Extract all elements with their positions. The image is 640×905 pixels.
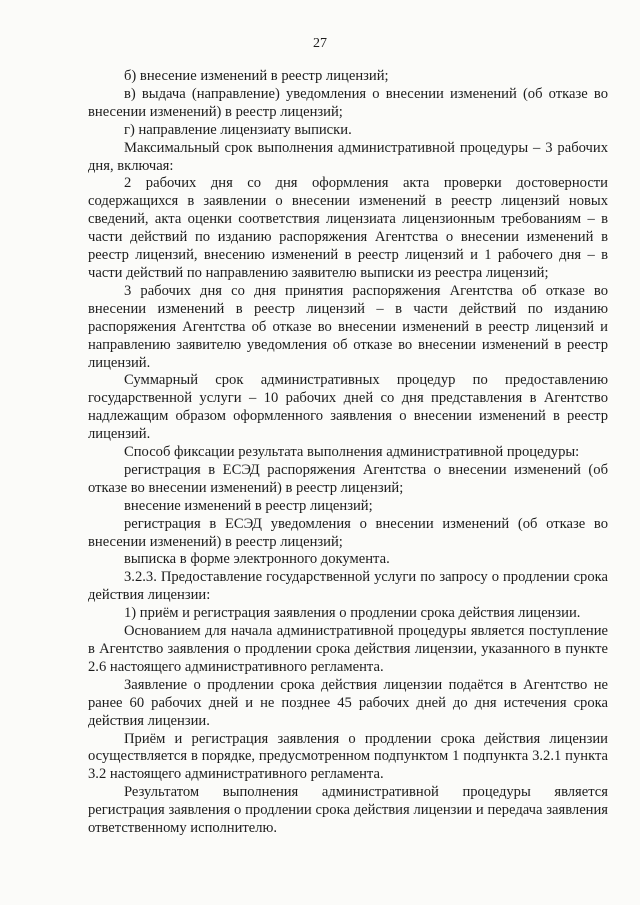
paragraph: Способ фиксации результата выполнения административной процедуры:: [124, 444, 580, 461]
paragraph: Суммарный срок административных процедур по предоставлению государственной услуги – 10 рабочих дней со дня представления в Агентство надлежащим образом оформленного заявления о внесении изменений в реестр лицензий.: [88, 372, 608, 443]
paragraph: 3 рабочих дня со дня принятия распоряжения Агентства об отказе во внесении изменений в реестр лицензий – в части действий по изданию распоряжения Агентства об отказе во внесении изменений в реестр лицензий и направлению заявителю уведомления об отказе во внесении изменений в реестр лицензий.: [88, 282, 608, 371]
document-body: [88, 68, 608, 838]
paragraph: 2 рабочих дня со дня оформления акта проверки достоверности содержащихся в заявлении о внесении изменений в реестр лицензий новых сведений, акта оценки соответствия лицензиата лицензионным требованиям – в части действий по изданию распоряжения Агентства о внесении изменений в реестр лицензий, внесению изменений в реестр лицензий и 1 рабочего дня – в части действий по направлению заявителю выписки из реестра лицензий;: [88, 175, 608, 281]
page-number: 27: [313, 36, 327, 51]
paragraph: регистрация в ЕСЭД уведомления о внесении изменений (об отказе во внесении изменений) в реестр лицензий;: [88, 515, 608, 550]
paragraph: б) внесение изменений в реестр лицензий;: [124, 68, 389, 84]
paragraph: Заявление о продлении срока действия лицензии подаётся в Агентство не ранее 60 рабочих дней и не позднее 45 рабочих дней до дня истечения срока действия лицензии.: [88, 676, 608, 729]
paragraph: Максимальный срок выполнения административной процедуры – 3 рабочих дня, включая:: [88, 139, 608, 174]
paragraph: Основанием для начала административной процедуры является поступление в Агентство заявления о продлении срока действия лицензии, указанного в пункте 2.6 настоящего административного регламента.: [88, 623, 608, 675]
paragraph: внесение изменений в реестр лицензий;: [124, 497, 373, 514]
paragraph: 3.2.3. Предоставление государственной услуги по запросу о продлении срока действия лицензии:: [88, 569, 608, 604]
paragraph: 1) приём и регистрация заявления о продлении срока действия лицензии.: [124, 605, 581, 622]
paragraph: выписка в форме электронного документа.: [124, 551, 390, 568]
paragraph: Результатом выполнения административной процедуры является регистрация заявления о продлении срока действия лицензии и передача заявления ответственному исполнителю.: [88, 784, 608, 837]
paragraph: г) направление лицензиату выписки.: [124, 121, 352, 138]
paragraph: Приём и регистрация заявления о продлении срока действия лицензии осуществляется в порядке, предусмотренном подпунктом 1 подпункта 3.2.1 пункта 3.2 настоящего административного регламента.: [88, 730, 608, 783]
paragraph: в) выдача (направление) уведомления о внесении изменений (об отказе во внесении изменений) в реестр лицензий;: [88, 85, 608, 120]
paragraph: регистрация в ЕСЭД распоряжения Агентства о внесении изменений (об отказе во внесении изменений) в реестр лицензий;: [88, 461, 608, 496]
